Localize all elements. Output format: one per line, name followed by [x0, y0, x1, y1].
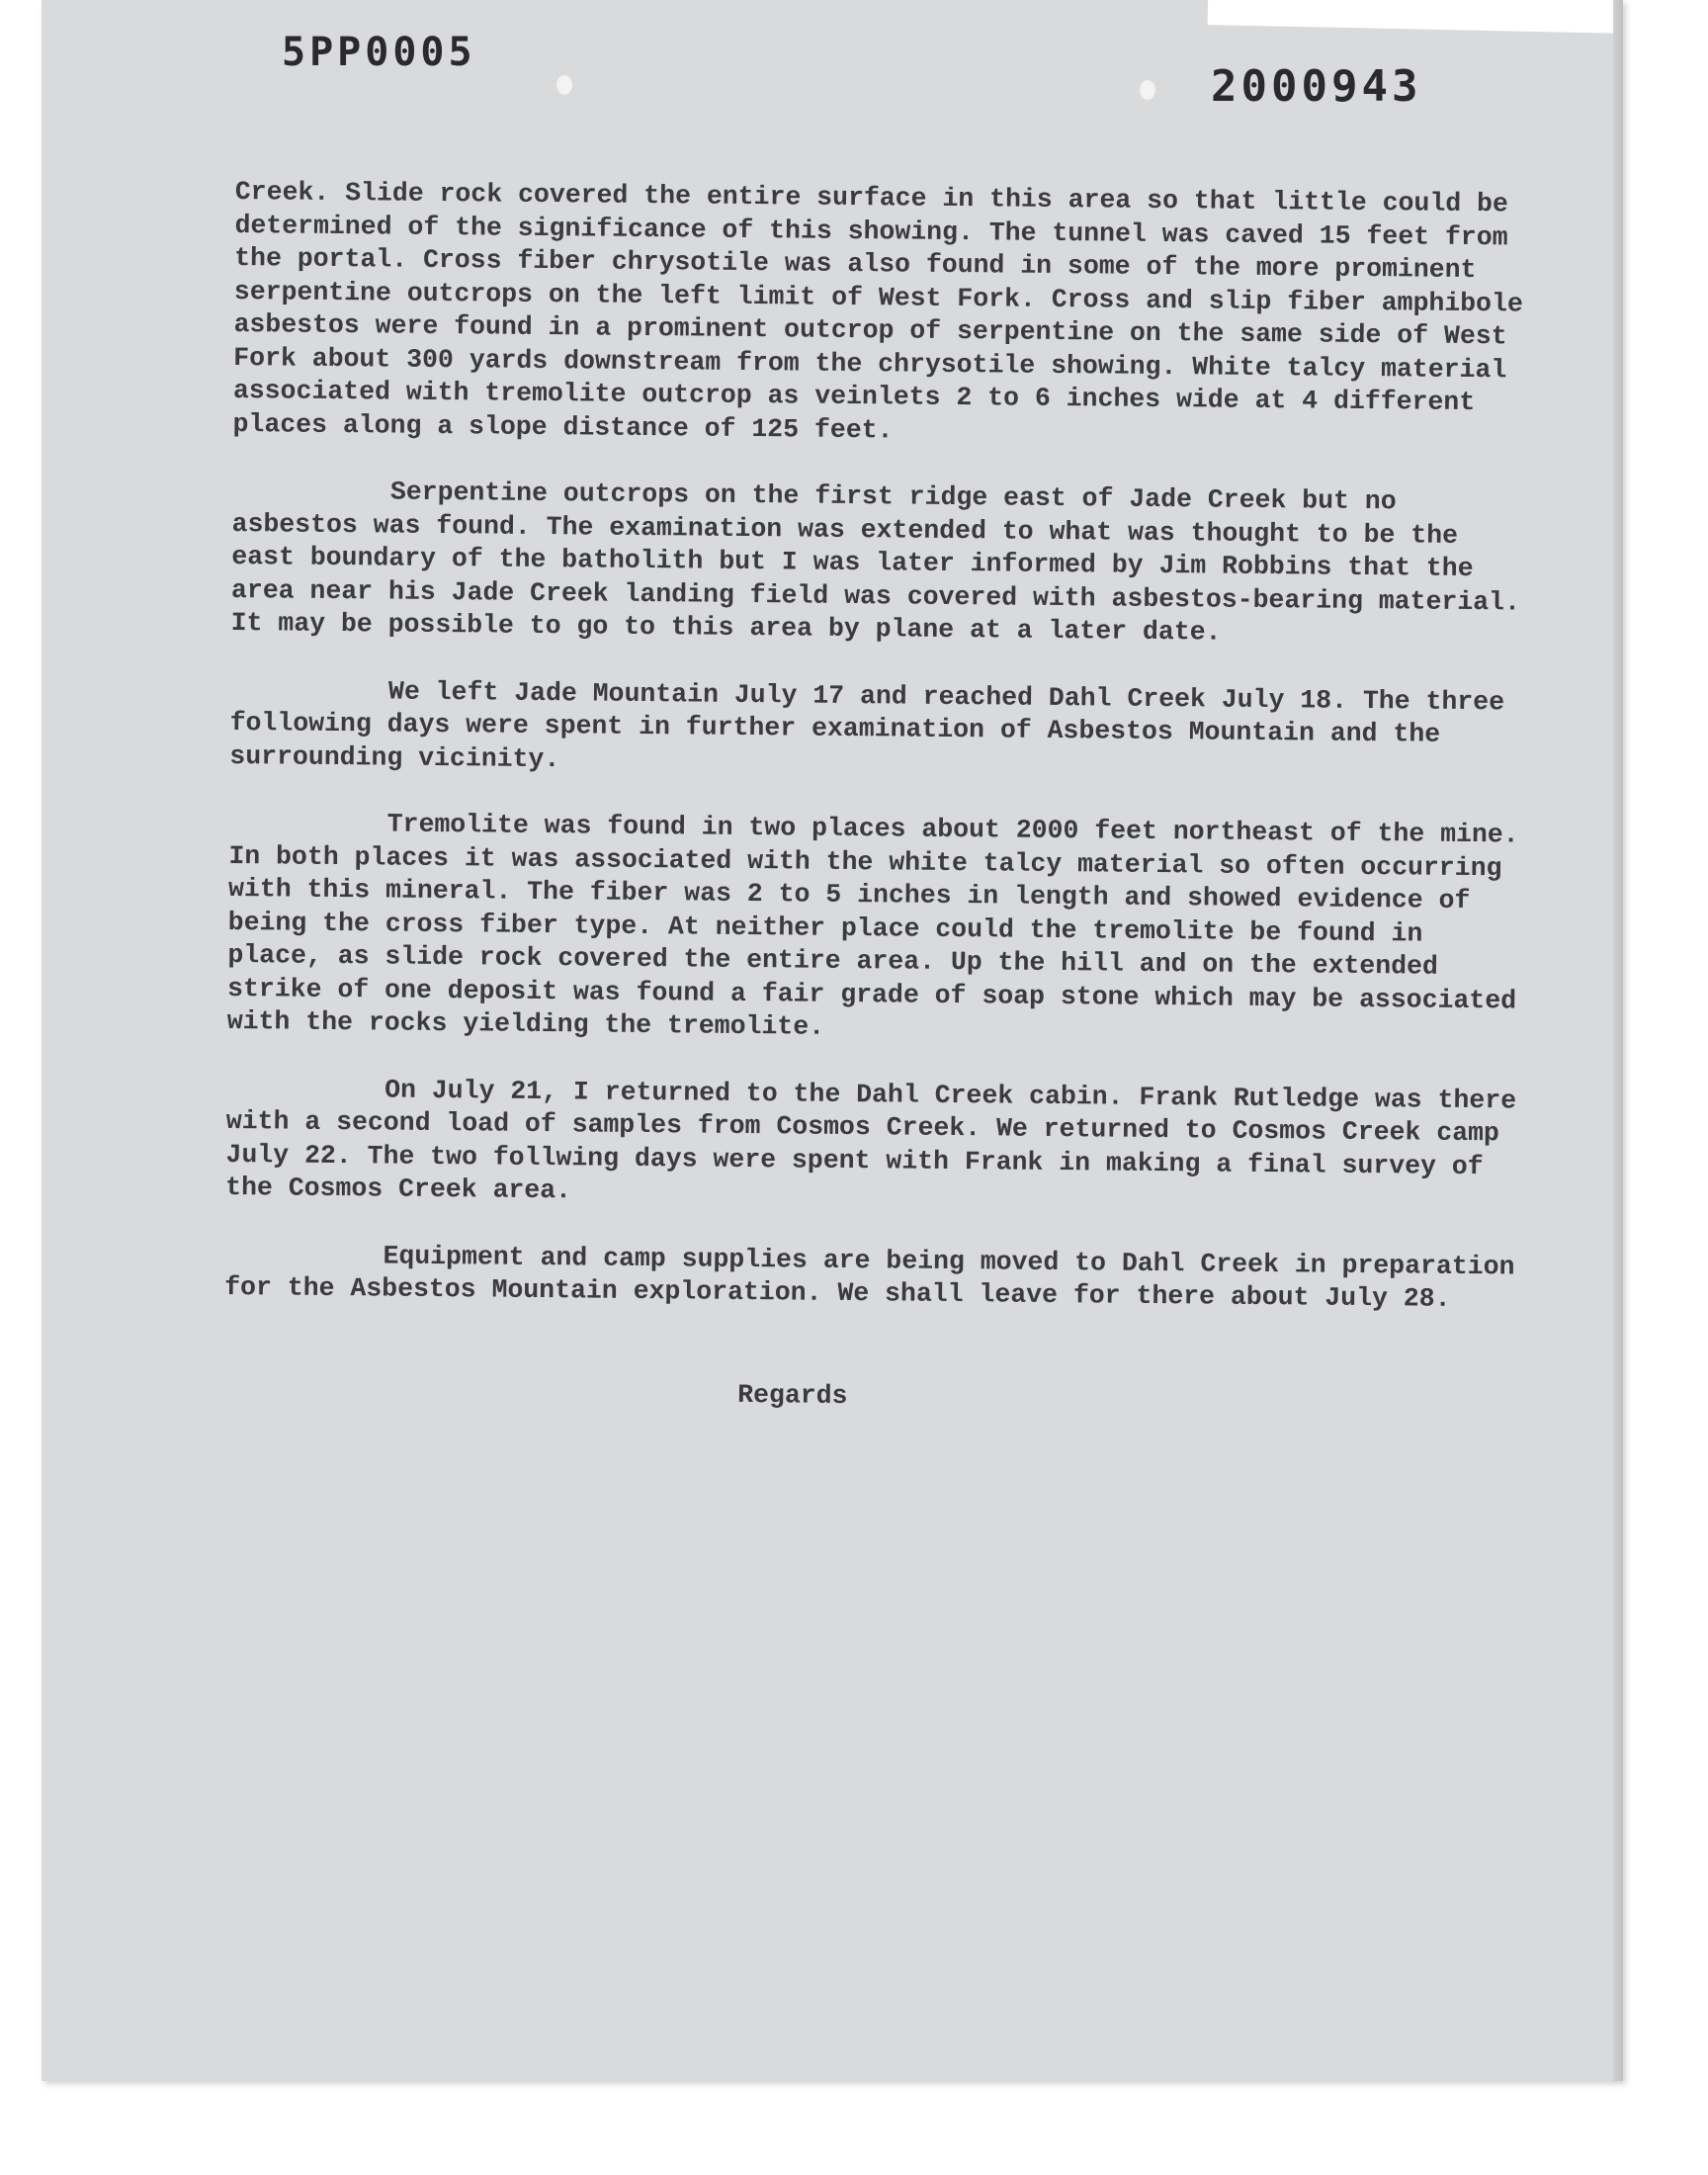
punch-hole [1139, 79, 1156, 101]
paragraph-jade-creek: Serpentine outcrops on the first ridge east of Jade Creek but no asbestos was found. The examination was extended to what was thought to be the east boundary of the batholith but I was later informed by Jim Robbins that the area near his Jade Creek landing field was covered with asbestos-bearing material. It may be possible to go to this area by plane at a later date. [230, 477, 1521, 648]
document-page [42, 0, 1623, 2081]
document-id-stamp-left: 5PP0005 [282, 30, 476, 75]
punch-hole [555, 74, 573, 96]
paragraph-continuation: Creek. Slide rock covered the entire surface in this area so that little could be determined of the significance of this showing. The tunnel was caved 15 feet from the portal. Cross fiber chrysotile was also found in some of the more prominent serpentine outcrops on the left limit of West Fork. Cross and slip fiber amphibole asbestos were found in a prominent outcrop of serpentine on the same side of West Fork about 300 yards downstream from the chrysotile showing. White talcy material associated with tremolite outcrop as veinlets 2 to 6 inches wide at 4 different places along a slope distance of 125 feet. [232, 176, 1523, 445]
torn-corner [1208, 0, 1623, 35]
paragraph-dahl-creek-arrival: We left Jade Mountain July 17 and reached Dahl Creek July 18. The three following days were spent in further examination of Asbestos Mountain and the surrounding vicinity. [229, 676, 1505, 774]
paragraph-tremolite: Tremolite was found in two places about 2000 feet northeast of the mine. In both places it was associated with the white talcy material so often occurring with this mineral. The fiber was 2 to 5 inches in length and showed evidence of being the cross fiber type. At neither place could the tremolite be found in place, as slide rock covered the entire area. Up the hill and on the extended strike of one deposit was found a fair grade of soap stone which may be associated with the rocks yielding the tremolite. [226, 809, 1519, 1042]
paragraph-july-21: On July 21, I returned to the Dahl Creek cabin. Frank Rutledge was there with a second load of samples from Cosmos Creek. We returned to Cosmos Creek camp July 22. The two follwing days were spent with Frank in making a final survey of the Cosmos Creek area. [225, 1074, 1517, 1206]
letter-body [223, 176, 1530, 1453]
document-id-stamp-right: 2000943 [1211, 61, 1422, 112]
page-edge [1613, 0, 1623, 2081]
closing-regards: Regards [737, 1379, 848, 1411]
paragraph-equipment: Equipment and camp supplies are being moved to Dahl Creek in preparation for the Asbestos Mountain exploration. We shall leave for there about July 28. [224, 1240, 1515, 1314]
